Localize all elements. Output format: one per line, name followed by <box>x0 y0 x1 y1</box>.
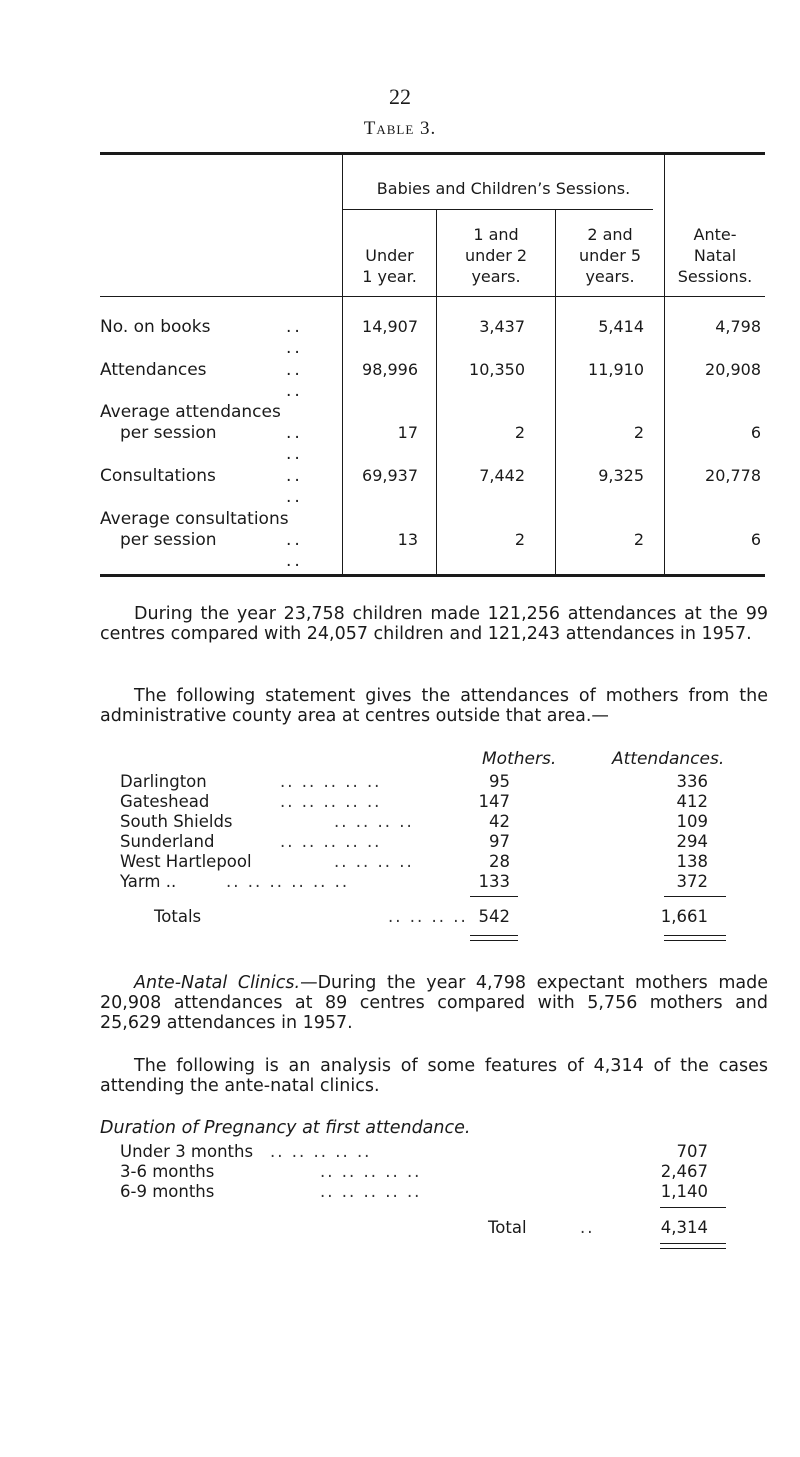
cell: 20,908 <box>705 360 761 379</box>
table-title-text: Table 3. <box>363 118 437 139</box>
duration-heading: Duration of Pregnancy at first attendance. <box>100 1118 471 1138</box>
list-item-attendances: 372 <box>676 872 708 891</box>
cell: 10,350 <box>469 360 525 379</box>
cell: 20,778 <box>705 466 761 485</box>
col-header-under-1-line2: 1 year. <box>362 267 417 286</box>
paragraph-text: The following statement gives the attendances of mothers from the administrative county area at centres outside that area.— <box>100 686 768 726</box>
col-header-1-to-2 <box>437 224 555 287</box>
list-item-value: 2,467 <box>660 1162 708 1181</box>
row-label-text: Consultations <box>100 466 216 486</box>
cell: 2 <box>514 530 525 549</box>
total-value: 4,314 <box>660 1218 708 1237</box>
col-header-1-to-2-line3: years. <box>471 267 521 286</box>
col-header-antenatal-line1: Ante- <box>693 225 737 244</box>
row-label-no-on-books <box>100 317 303 358</box>
cell: 13 <box>397 530 418 549</box>
list-item-attendances: 336 <box>676 772 708 791</box>
header-bottom-rule <box>100 296 765 297</box>
list-item-mothers: 97 <box>489 832 510 851</box>
leader-dots: .. .. .. .. .. <box>270 1142 372 1161</box>
col-header-antenatal-line3: Sessions. <box>677 267 753 286</box>
list-item-label: Under 3 months <box>120 1142 254 1161</box>
paragraph-text: —During the year 4,798 expectant mothers made 20,908 attendances at 89 centres compared with 5,756 mothers and 25,629 attendances in 1957. <box>100 973 769 1033</box>
list-item-name: Darlington <box>120 772 207 791</box>
list-item-attendances: 138 <box>676 852 708 871</box>
paragraph-mothers-statement <box>100 686 768 726</box>
leader-dots: .. .. .. .. <box>388 907 468 926</box>
sum-rule-mothers <box>470 896 518 897</box>
paragraph-text: During the year 23,758 children made 121,256 attendances at the 99 centres compared with 24,057 children and 121,243 attendances in 1957. <box>100 604 768 644</box>
col-header-2-to-5 <box>556 224 664 287</box>
sum-rule-attendances <box>664 896 726 897</box>
totals-row <box>120 907 740 927</box>
row-label-text-line2 <box>100 423 303 464</box>
double-rule-mothers <box>470 935 518 941</box>
cell: 4,798 <box>715 317 761 336</box>
col-header-2-to-5-line2: under 5 <box>578 246 642 265</box>
leader-dots: .. .. <box>286 423 303 464</box>
cell: 5,414 <box>598 317 644 336</box>
list-item <box>120 772 740 792</box>
cell: 3,437 <box>479 317 525 336</box>
leader-dots: .. .. .. .. .. <box>320 1162 422 1181</box>
paragraph-indent <box>100 1056 134 1076</box>
totals-label: Totals <box>154 907 202 926</box>
group-header-rule <box>343 209 653 210</box>
table-top-rule <box>100 152 765 155</box>
list-item <box>120 812 740 832</box>
cell: 11,910 <box>588 360 644 379</box>
list-item <box>120 1182 740 1202</box>
cell: 17 <box>397 423 418 442</box>
sum-rule-duration <box>660 1207 726 1208</box>
list-item-mothers: 95 <box>489 772 510 791</box>
list-item-name: Sunderland <box>120 832 215 851</box>
list-item-value: 1,140 <box>660 1182 708 1201</box>
cell: 2 <box>514 423 525 442</box>
cell: 2 <box>633 423 644 442</box>
row-label-text: per session <box>120 530 217 550</box>
paragraph-lead: Ante-Natal Clinics. <box>134 973 301 993</box>
row-label-text: Average attendances <box>100 402 281 422</box>
col-header-attendances: Attendances. <box>612 749 725 769</box>
list-item-name: Yarm .. <box>120 872 177 891</box>
list-item-label: 3-6 months <box>120 1162 215 1181</box>
cell: 98,996 <box>362 360 418 379</box>
double-rule-duration <box>660 1243 726 1249</box>
list-item-mothers: 147 <box>478 792 510 811</box>
table-bottom-rule <box>100 574 765 577</box>
cell: 2 <box>633 530 644 549</box>
cell: 9,325 <box>598 466 644 485</box>
totals-attendances: 1,661 <box>660 907 708 926</box>
leader-dots: .. .. <box>286 360 303 401</box>
row-label-text: per session <box>120 423 217 443</box>
leader-dots: .. <box>580 1218 595 1237</box>
row-label-average-consultations <box>100 509 303 571</box>
row-label-text: Attendances <box>100 360 207 380</box>
list-item-name: South Shields <box>120 812 233 831</box>
leader-dots: .. .. .. .. .. <box>280 792 382 811</box>
row-label-text: Average consultations <box>100 509 289 529</box>
list-item-mothers: 42 <box>489 812 510 831</box>
group-header: Babies and Children’s Sessions. <box>376 179 631 198</box>
leader-dots: .. .. .. .. <box>334 852 414 871</box>
list-item <box>120 792 740 812</box>
row-label-average-attendances <box>100 402 303 464</box>
leader-dots: .. .. <box>286 530 303 571</box>
list-item-label: 6-9 months <box>120 1182 215 1201</box>
cell: 6 <box>750 423 761 442</box>
col-header-1-to-2-line1: 1 and <box>473 225 519 244</box>
totals-mothers: 542 <box>478 907 510 926</box>
cell: 69,937 <box>362 466 418 485</box>
leader-dots: .. .. .. .. .. <box>280 832 382 851</box>
cell: 14,907 <box>362 317 418 336</box>
list-item <box>120 852 740 872</box>
list-item-mothers: 28 <box>489 852 510 871</box>
paragraph-children-attendances <box>100 604 768 644</box>
cell: 7,442 <box>479 466 525 485</box>
col-header-antenatal <box>665 224 765 287</box>
list-item-value: 707 <box>676 1142 708 1161</box>
paragraph-indent <box>100 604 134 624</box>
double-rule-attendances <box>664 935 726 941</box>
leader-dots: .. .. <box>286 317 303 358</box>
row-label-consultations <box>100 466 303 507</box>
list-item-name: Gateshead <box>120 792 210 811</box>
paragraph-indent <box>100 973 134 993</box>
leader-dots: .. .. <box>286 466 303 507</box>
col-header-mothers: Mothers. <box>482 749 557 769</box>
paragraph-indent <box>100 686 134 706</box>
list-item <box>120 832 740 852</box>
leader-dots: .. .. .. .. <box>334 812 414 831</box>
list-item <box>120 872 740 892</box>
col-header-2-to-5-line3: years. <box>585 267 635 286</box>
list-item-attendances: 109 <box>676 812 708 831</box>
paragraph-analysis <box>100 1056 768 1096</box>
col-header-2-to-5-line1: 2 and <box>587 225 633 244</box>
leader-dots: .. .. .. .. .. <box>280 772 382 791</box>
page-number: 22 <box>389 84 411 109</box>
row-label-attendances <box>100 360 303 401</box>
col-header-antenatal-line2: Natal <box>693 246 737 265</box>
list-item-name: West Hartlepool <box>120 852 252 871</box>
leader-dots: .. .. .. .. .. <box>320 1182 422 1201</box>
col-header-under-1 <box>343 245 436 287</box>
col-header-1-to-2-line2: under 2 <box>464 246 528 265</box>
row-label-text-line2 <box>100 530 303 571</box>
paragraph-ante-natal-clinics <box>100 973 768 1033</box>
total-label: Total <box>488 1218 527 1237</box>
cell: 6 <box>750 530 761 549</box>
leader-dots: .. .. .. .. .. .. <box>226 872 350 891</box>
list-item <box>120 1142 740 1162</box>
list-item-attendances: 412 <box>676 792 708 811</box>
paragraph-text: The following is an analysis of some features of 4,314 of the cases attending the ante-natal clinics. <box>100 1056 768 1096</box>
row-label-text: No. on books <box>100 317 211 337</box>
list-item <box>120 1162 740 1182</box>
list-item-attendances: 294 <box>676 832 708 851</box>
table-title <box>0 118 800 140</box>
totals-row <box>120 1218 740 1238</box>
list-item-mothers: 133 <box>478 872 510 891</box>
col-header-under-1-line1: Under <box>365 246 414 265</box>
